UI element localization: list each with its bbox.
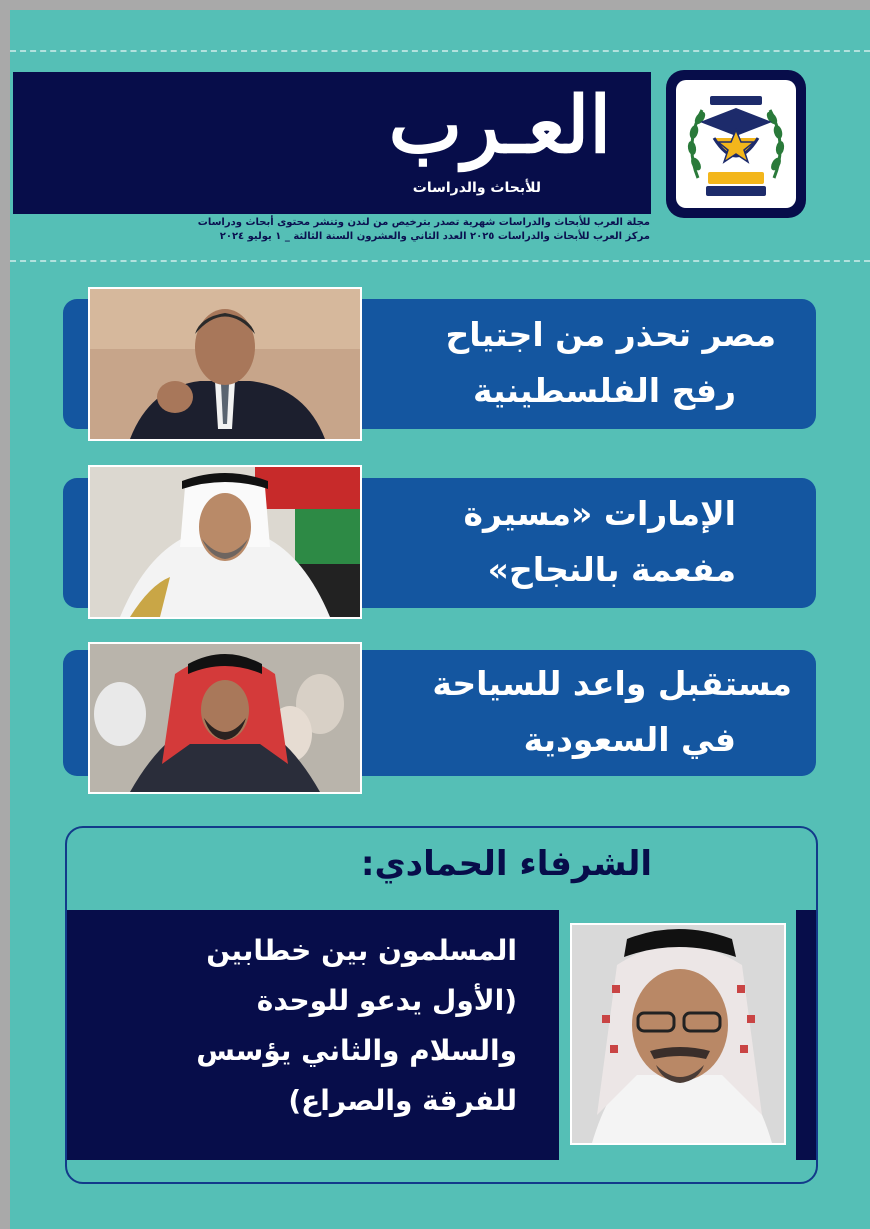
interview-photo (570, 923, 786, 1145)
magazine-title: العـرب (388, 80, 611, 171)
headline-3-line-1: مستقبل واعد للسياحة (432, 664, 792, 703)
center-logo (666, 70, 806, 218)
portrait-image-1 (90, 289, 360, 439)
quote-line-1: المسلمون بين خطابين (206, 934, 517, 967)
graduation-star-icon (676, 80, 796, 208)
interview-quote-panel[interactable] (67, 910, 559, 1160)
magazine-cover (10, 10, 870, 1229)
portrait-image-2 (90, 467, 360, 617)
description-line-1: مجلة العرب للأبحاث والدراسات شهرية تصدر بترخيص من لندن وتنشر محتوى أبحاث ودراسات (197, 217, 650, 228)
headline-1-line-2: رفح الفلسطينية (473, 371, 736, 410)
header-dashed-divider (10, 260, 870, 262)
headline-2-photo (88, 465, 362, 619)
masthead-description (190, 216, 650, 244)
headline-1-line-1: مصر تحذر من اجتياح (445, 315, 776, 354)
interview-side-strip (796, 910, 816, 1160)
logo-emblem (676, 80, 796, 208)
masthead (13, 72, 651, 214)
portrait-image-3 (90, 644, 360, 792)
headline-3-line-2: في السعودية (523, 720, 736, 759)
quote-line-3: والسلام والثاني يؤسس (196, 1034, 517, 1067)
description-line-2: مركز العرب للأبحاث والدراسات ٢٠٢٥ العدد الثاني والعشرون السنة الثالثة _ ١ يوليو ٢٠٢٤ (219, 231, 650, 242)
quote-line-2: (الأول يدعو للوحدة (256, 984, 517, 1017)
magazine-subtitle: للأبحاث والدراسات (412, 180, 541, 196)
interview-quote (97, 926, 517, 1126)
headline-1-photo (88, 287, 362, 441)
interview-name: الشرفاء الحمادي: (360, 844, 652, 884)
portrait-image-4 (572, 925, 784, 1143)
quote-line-4: للفرقة والصراع) (288, 1084, 517, 1117)
headline-3-photo (88, 642, 362, 794)
top-dashed-divider (10, 50, 870, 52)
headline-2-line-1: الإمارات «مسيرة (463, 494, 736, 533)
headline-2-line-2: مفعمة بالنجاح» (487, 550, 736, 589)
